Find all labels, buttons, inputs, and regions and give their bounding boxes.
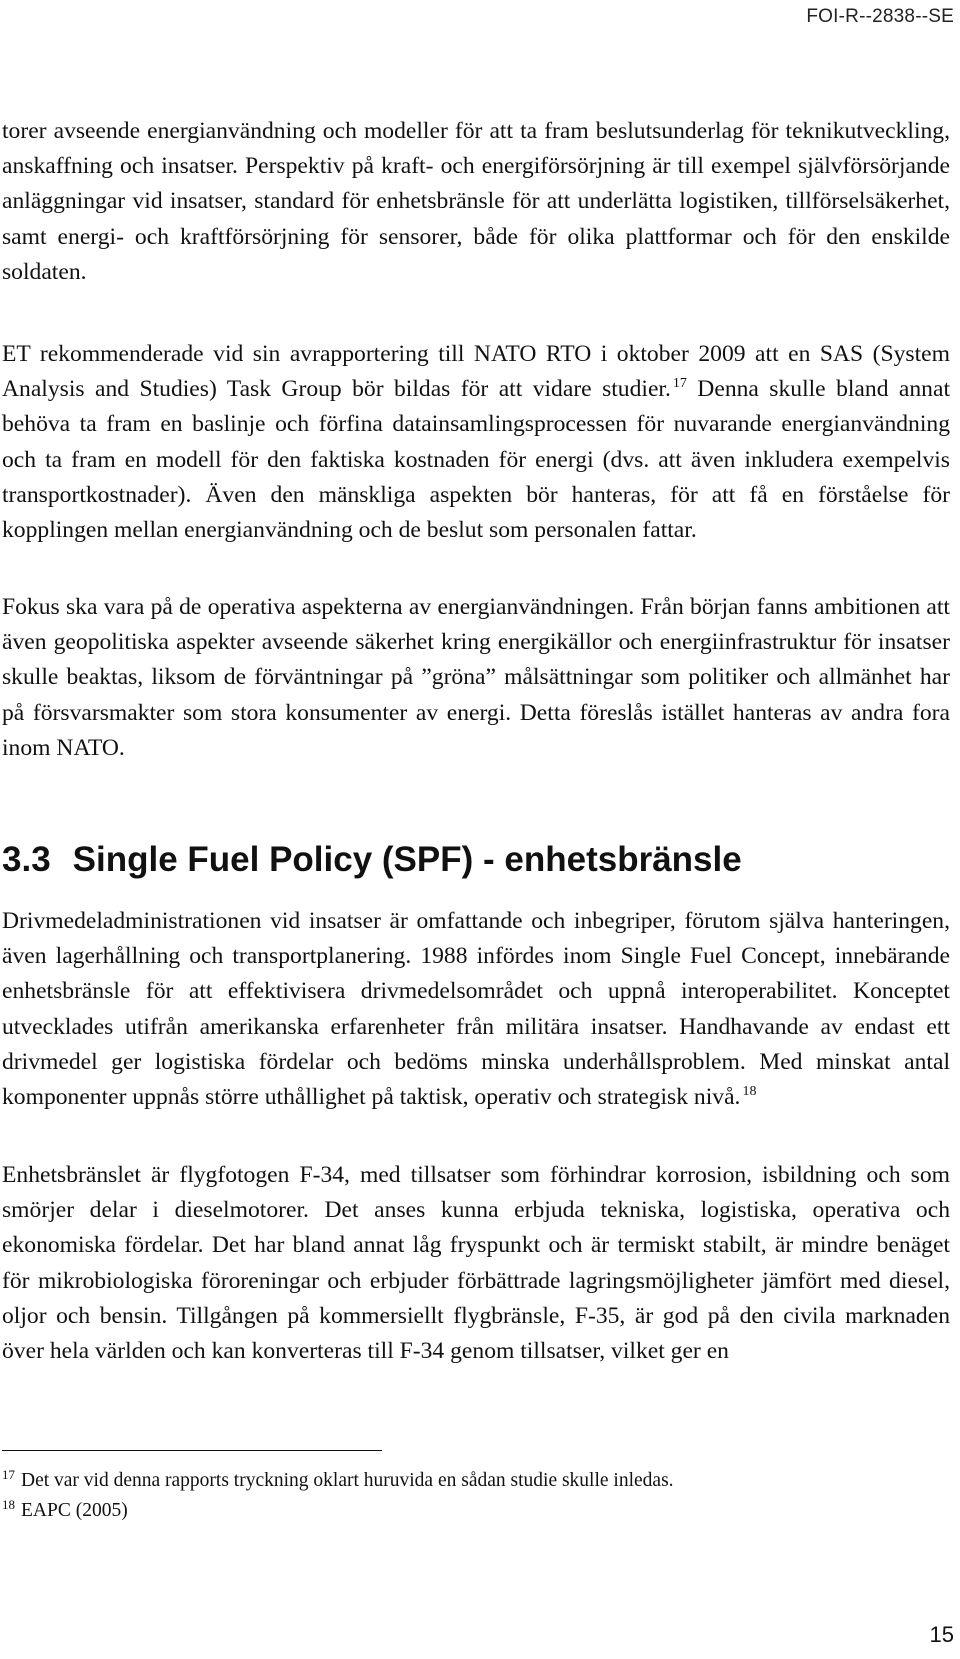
footnote-17 bbox=[2, 1466, 950, 1496]
section-title: Single Fuel Policy (SPF) - enhetsbränsle bbox=[72, 840, 742, 879]
paragraph-et-recommendation bbox=[2, 337, 950, 548]
footnote-marker: 17 bbox=[2, 1466, 15, 1482]
footnotes bbox=[2, 1466, 950, 1526]
paragraph-et-part2: Denna skulle bland annat behöva ta fram en baslinje och förfina datainsamlingsprocessen för nuvarande energianvändning och ta fram en modell för den faktiska kostnaden för energi (dvs. att även inkludera exempelvis transportkostnader). Även den mänskliga aspekten bör hanteras, för att få en förståelse för kopplingen mellan energianvändning och de beslut som personalen fattar. bbox=[2, 376, 951, 544]
paragraph-enhetsbransle: Enhetsbränslet är flygfotogen F-34, med tillsatser som förhindrar korrosion, isbildning och som smörjer delar i dieselmotorer. Det anses kunna erbjuda tekniska, logistiska, operativa och ekonomiska fördelar. Det har bland annat låg fryspunkt och är termiskt stabilt, är mindre benäget för mikrobiologiska föroreningar och erbjuder förbättrade lagringsmöjligheter jämfört med diesel, oljor och bensin. Tillgången på kommersiellt flygbränsle, F-35, är god på den civila marknaden över hela världen och kan konverteras till F-34 genom tillsatser, vilket ger en bbox=[2, 1162, 950, 1365]
footnote-ref-17[interactable]: 17 bbox=[672, 376, 687, 392]
paragraph-et-part1: ET rekommenderade vid sin avrapportering till NATO RTO i oktober 2009 att en SAS (System Analysis and Studies) Task Group bör bildas för att vidare studier. bbox=[2, 341, 950, 403]
paragraph-drivmedel bbox=[2, 904, 950, 1115]
footnote-text: EAPC (2005) bbox=[21, 1500, 128, 1521]
footnote-ref-18[interactable]: 18 bbox=[742, 1084, 757, 1100]
footnote-18 bbox=[2, 1496, 950, 1526]
paragraph-continuation: torer avseende energianvändning och modeller för att ta fram beslutsunderlag för teknikutveckling, anskaffning och insatser. Perspektiv på kraft- och energiförsörjning är till exempel självförsörjande anläggningar vid insatser, standard för enhetsbränsle för att underlätta logistiken, tillförselsäkerhet, samt energi- och kraftförsörjning för sensorer, både för olika plattformar och för den enskilde soldaten. bbox=[2, 118, 950, 285]
page-number: 15 bbox=[929, 1622, 954, 1647]
report-id-header: FOI-R--2838--SE bbox=[806, 6, 954, 27]
paragraph-fokus: Fokus ska vara på de operativa aspekterna av energianvändningen. Från början fanns ambitionen att även geopolitiska aspekter avseende säkerhet kring energikällor och energiinfrastruktur för insatser skulle beaktas, liksom de förväntningar på ”gröna” målsättningar som politiker och allmänhet har på försvarsmakter som stora konsumenter av energi. Detta föreslås istället hanteras av andra fora inom NATO. bbox=[2, 594, 950, 761]
paragraph-drivmedel-text: Drivmedeladministrationen vid insatser är omfattande och inbegriper, förutom själva hanteringen, även lagerhållning och transportplanering. 1988 infördes inom Single Fuel Concept, innebärande enhetsbränsle för att effektivisera drivmedelsområdet och uppnå interoperabilitet. Konceptet utvecklades utifrån amerikanska erfarenheter från militära insatser. Handhavande av endast ett drivmedel ger logistiska fördelar och bedöms minska underhållsproblem. Med minskat antal komponenter uppnås större uthållighet på taktisk, operativ och strategisk nivå. bbox=[2, 908, 950, 1111]
footnote-text: Det var vid denna rapports tryckning oklart huruvida en sådan studie skulle inledas. bbox=[21, 1470, 674, 1491]
footnote-divider bbox=[2, 1450, 382, 1451]
section-number: 3.3 bbox=[2, 840, 51, 879]
footnote-marker: 18 bbox=[2, 1496, 15, 1512]
section-heading bbox=[2, 838, 742, 882]
